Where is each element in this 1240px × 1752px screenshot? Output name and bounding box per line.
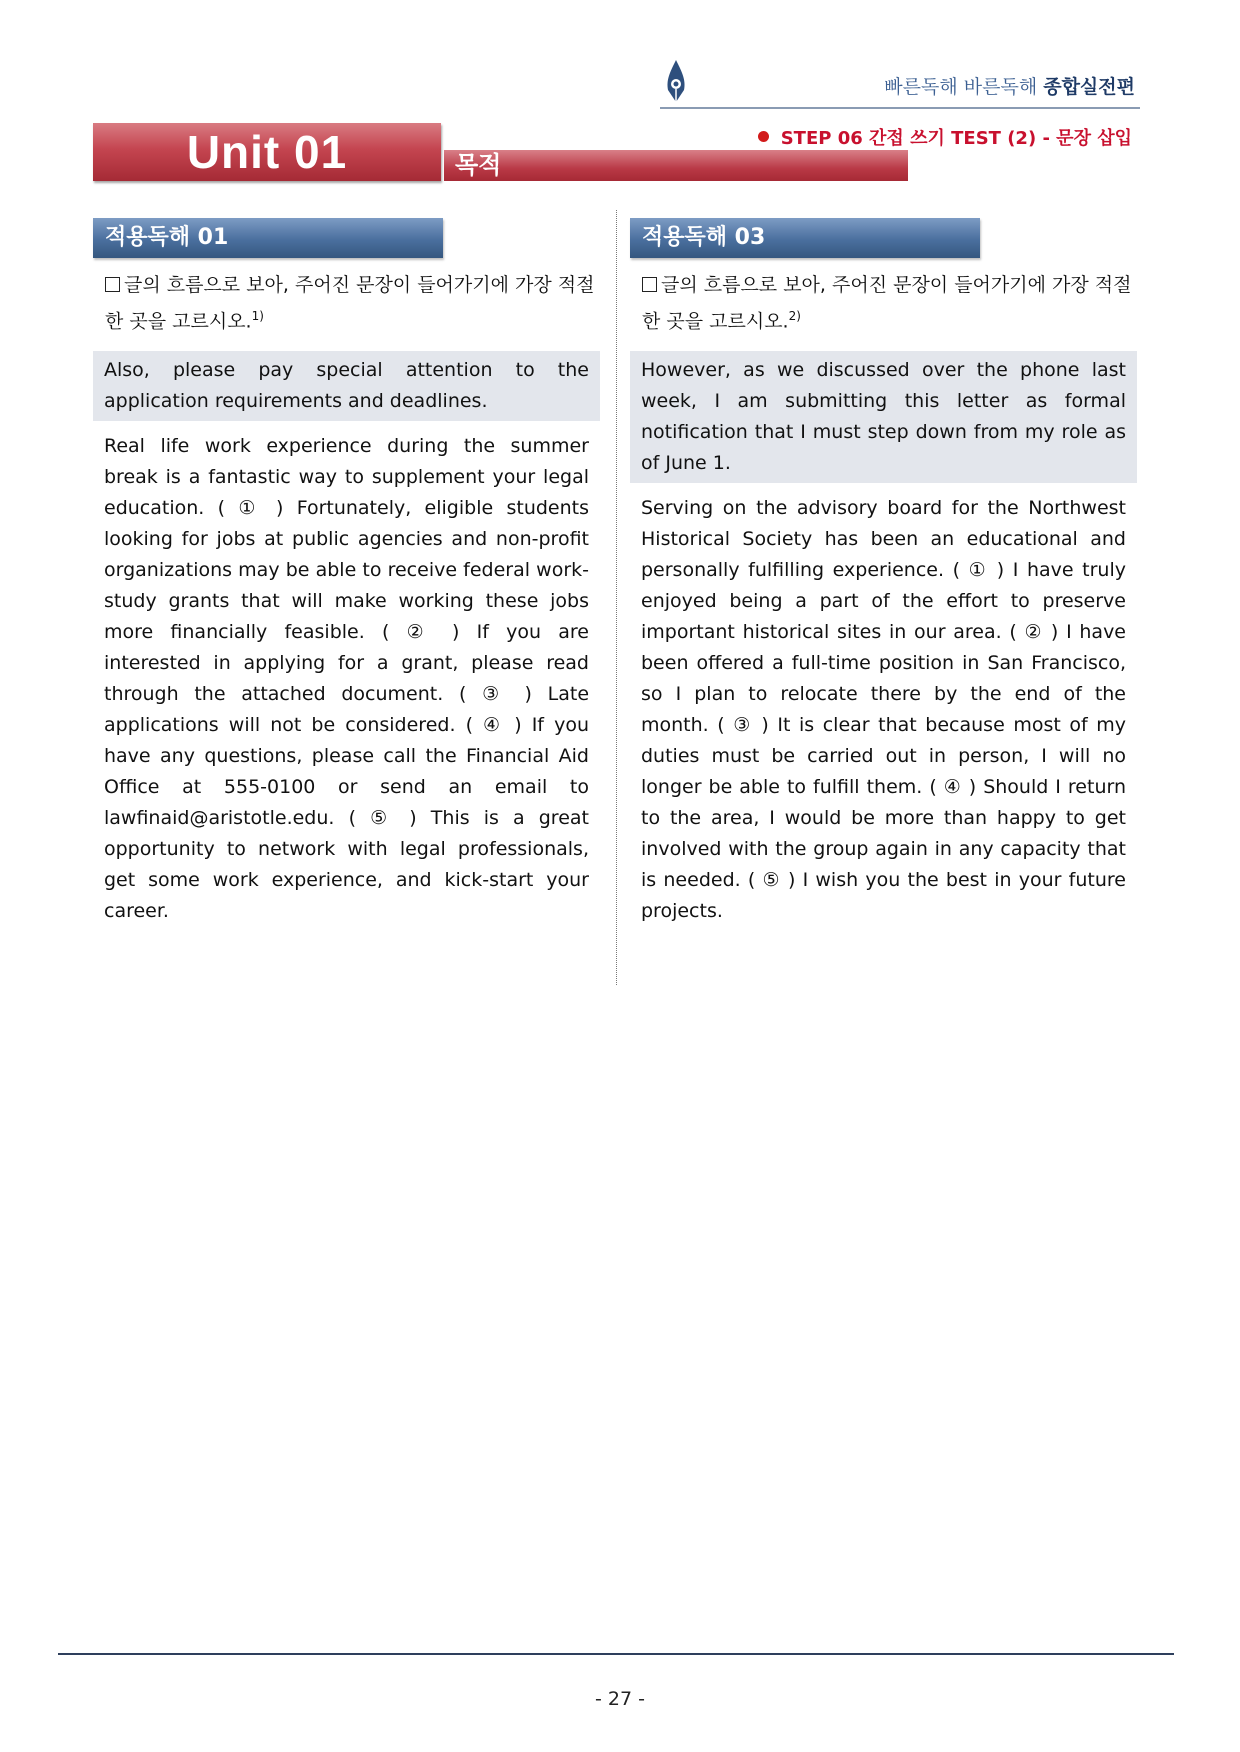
right-instruction-text: 글의 흐름으로 보아, 주어진 문장이 들어가기에 가장 적절한 곳을 고르시오. — [642, 274, 1132, 333]
column-divider — [616, 210, 617, 985]
left-instruction-text: 글의 흐름으로 보아, 주어진 문장이 들어가기에 가장 적절한 곳을 고르시오. — [105, 274, 595, 333]
passage-sentence: Real life work experience during the summer break is a fantastic way to supplement your legal education. — [104, 435, 589, 519]
brand-bold: 종합실전편 — [1043, 76, 1135, 98]
passage-sentence: It is clear that because most of my duties must be carried out in person, I will no longer be able to fulfill them. — [641, 714, 1126, 798]
passage-sentence: Late applications will not be considered. — [104, 683, 590, 736]
checkbox-square-icon — [105, 277, 120, 292]
header-rule — [660, 107, 1140, 109]
unit-title: Unit 01 — [186, 126, 348, 178]
footer-rule — [58, 1653, 1174, 1655]
insertion-marker-4: ( ④ ) — [465, 714, 522, 736]
bullet-dot-icon — [758, 131, 769, 142]
insertion-marker-3: ( ③ ) — [459, 683, 532, 705]
passage-sentence: Fortunately, eligible students looking for jobs at public agencies and non-profit organizations may be able to receive federal work-study grants that will make working these jobs more financially feasible. — [104, 497, 590, 643]
left-footnote: 1) — [251, 309, 264, 323]
right-given-sentence: However, as we discussed over the phone last week, I am submitting this letter as formal notification that I must step down from my role as of June 1. — [630, 351, 1137, 483]
passage-sentence: I wish you the best in your future projects. — [641, 869, 1126, 922]
passage-sentence: If you are interested in applying for a grant, please read through the attached document. — [104, 621, 590, 705]
passage-sentence: Serving on the advisory board for the Northwest Historical Society has been an educational and personally fulfilling experience. — [641, 497, 1126, 581]
right-section-header: 적용독해 03 — [630, 218, 980, 258]
left-section-header: 적용독해 01 — [93, 218, 443, 258]
right-instruction — [642, 270, 1137, 337]
left-instruction — [105, 270, 600, 337]
right-footnote: 2) — [788, 309, 801, 323]
insertion-marker-5: ( ⑤ ) — [348, 807, 417, 829]
checkbox-square-icon — [642, 277, 657, 292]
insertion-marker-1: ( ① ) — [952, 559, 1005, 581]
insertion-marker-3: ( ③ ) — [717, 714, 769, 736]
insertion-marker-1: ( ① ) — [217, 497, 284, 519]
insertion-marker-2: ( ② ) — [1009, 621, 1059, 643]
step-text: STEP 06 간접 쓰기 TEST (2) - 문장 삽입 — [780, 128, 1132, 149]
passage-sentence: This is a great opportunity to network with legal professionals, get some work experience, and kick-start your career. — [104, 807, 589, 922]
right-passage — [630, 493, 1137, 927]
topic-banner — [444, 150, 908, 181]
step-title — [700, 124, 1132, 150]
left-passage — [93, 431, 600, 927]
insertion-marker-5: ( ⑤ ) — [747, 869, 796, 891]
passage-sentence: If you have any questions, please call the Financial Aid Office at 555-0100 or send an email to lawfinaid@aristotle.edu. — [104, 714, 589, 829]
passage-sentence: Should I return to the area, I would be more than happy to get involved with the group again in any capacity that is needed. — [641, 776, 1127, 891]
topic-label: 목적 — [455, 151, 502, 179]
left-given-sentence: Also, please pay special attention to the application requirements and deadlines. — [93, 351, 600, 421]
passage-sentence: I have been offered a full-time position in San Francisco, so I plan to relocate there by the end of the month. — [641, 621, 1127, 736]
brand-regular: 빠른독해 바른독해 — [884, 76, 1038, 98]
insertion-marker-2: ( ② ) — [381, 621, 460, 643]
series-brand — [710, 72, 1135, 99]
pen-nib-logo-icon — [660, 58, 692, 106]
insertion-marker-4: ( ④ ) — [929, 776, 977, 798]
passage-sentence: I have truly enjoyed being a part of the effort to preserve important historical sites in our area. — [641, 559, 1126, 643]
page-number: - 27 - — [595, 1688, 645, 1710]
